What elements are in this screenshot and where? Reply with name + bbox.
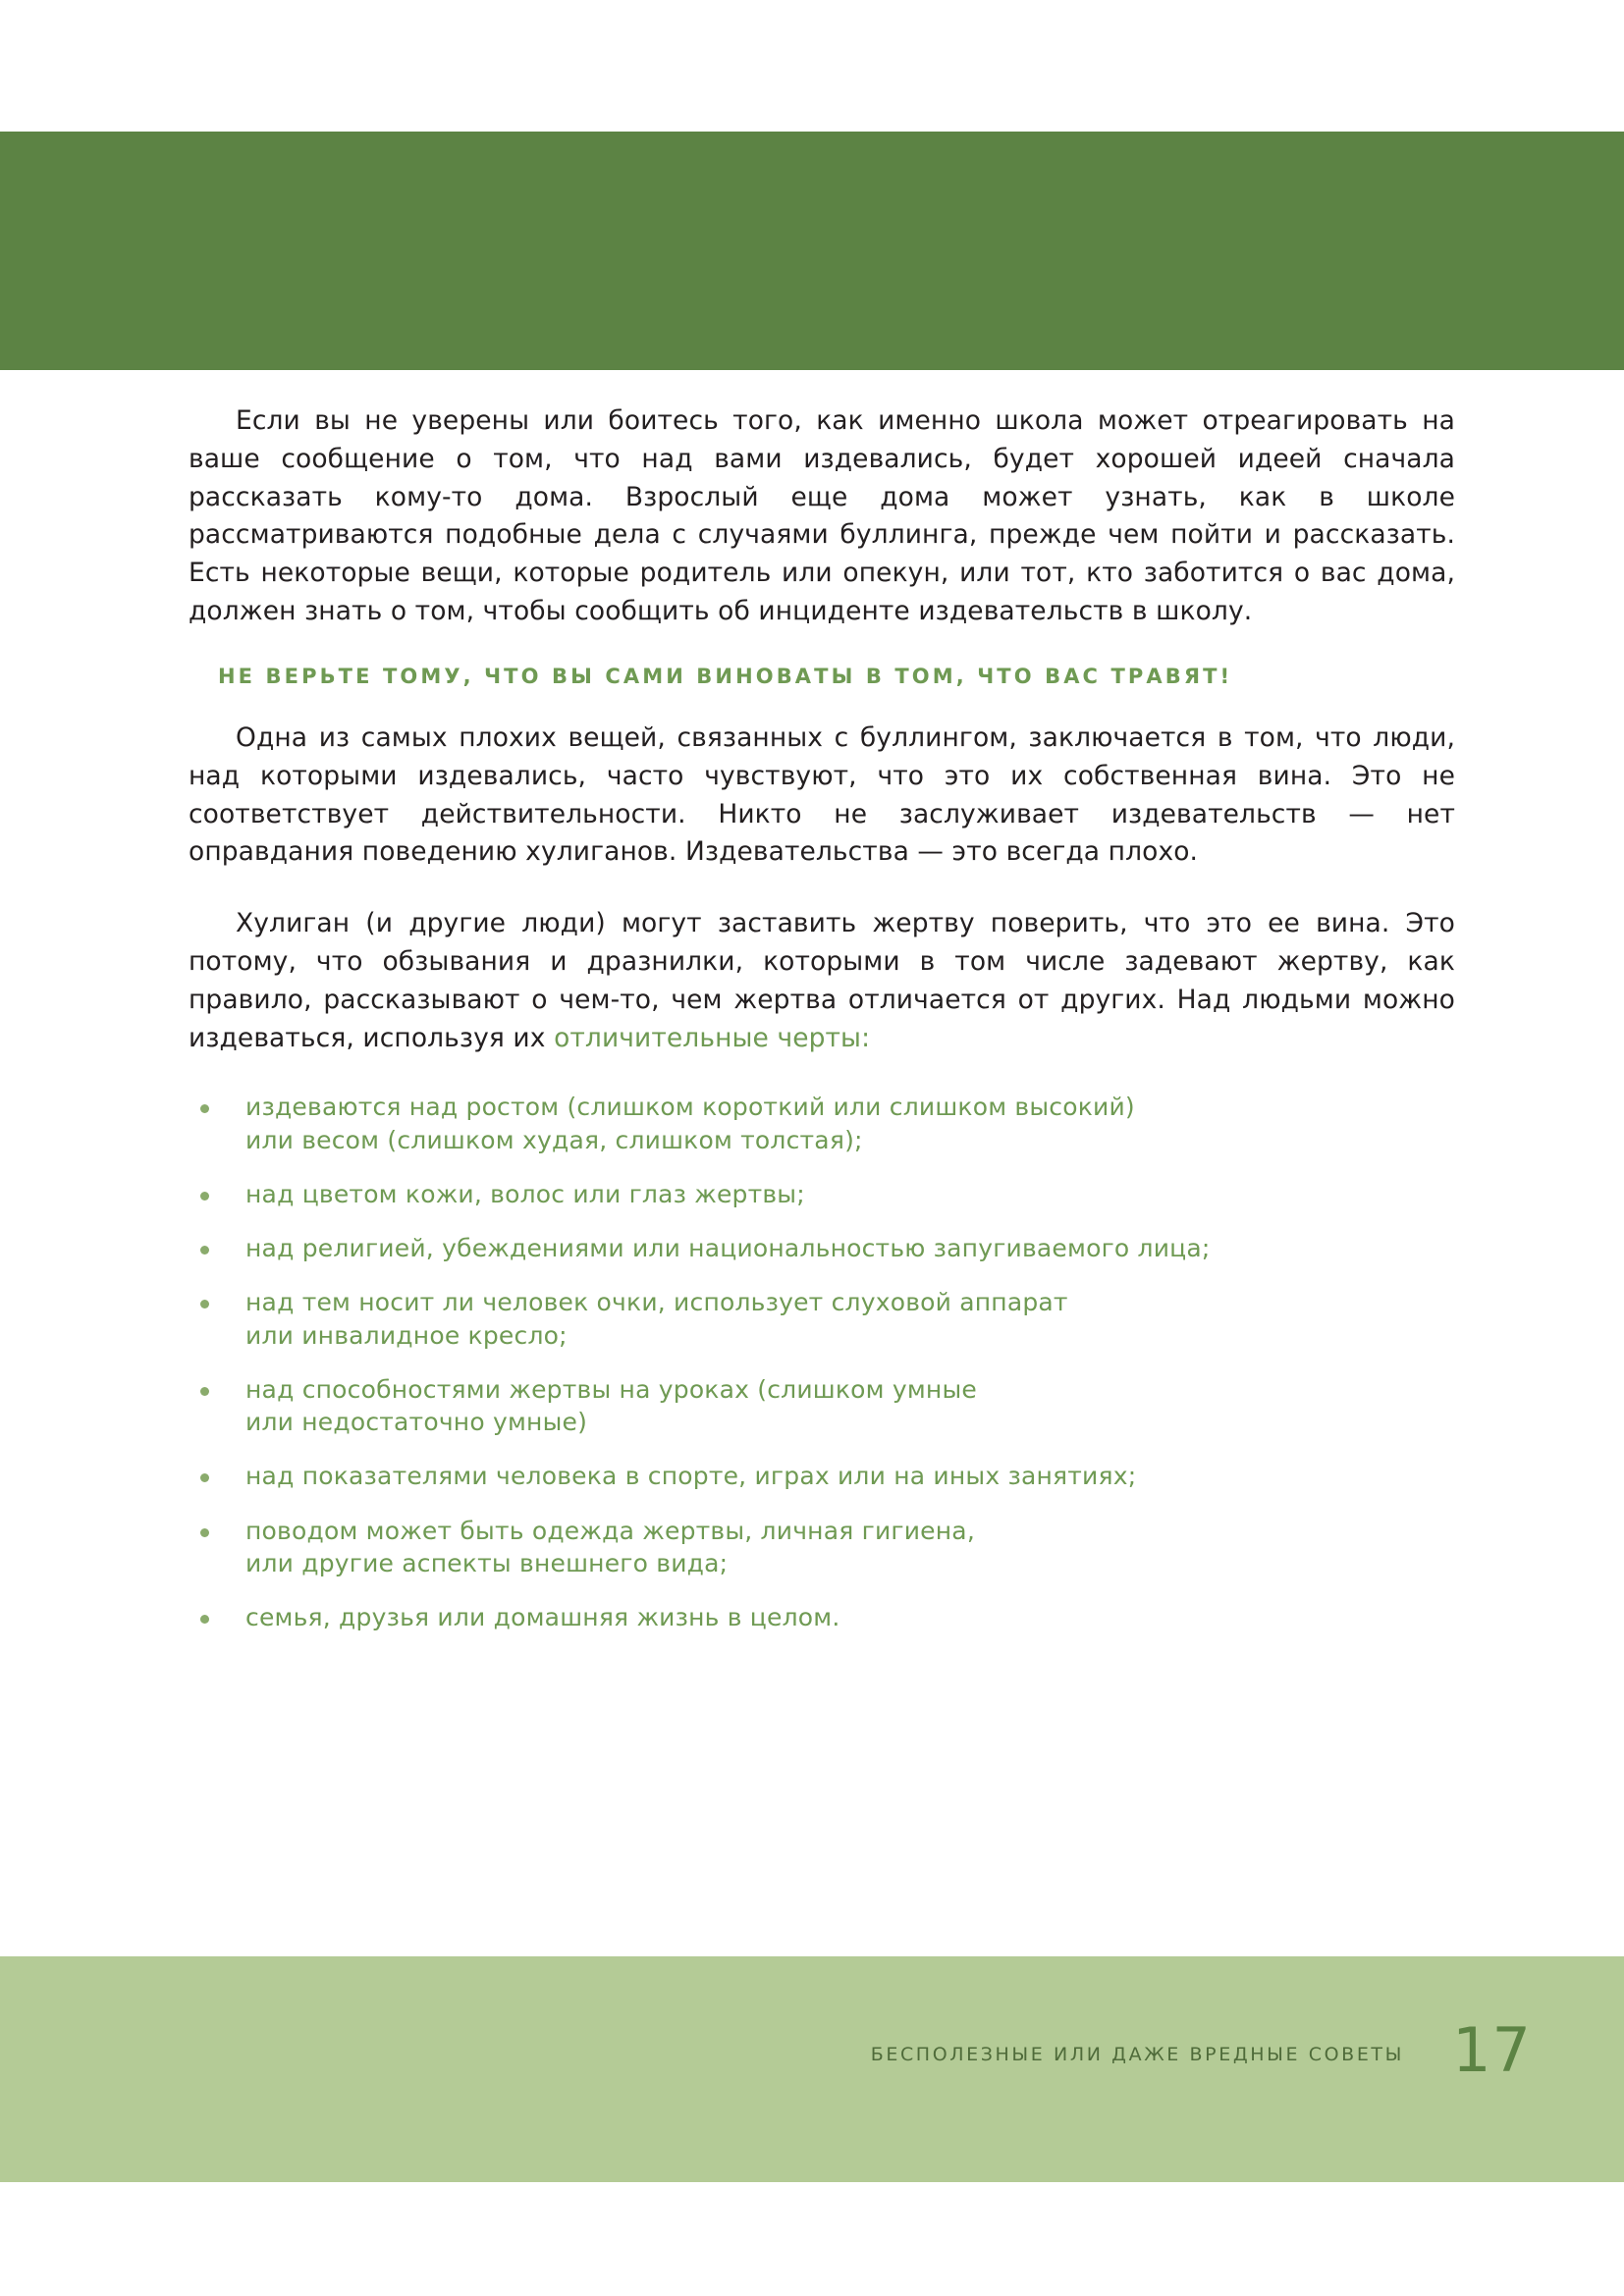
paragraph-3 xyxy=(189,905,1455,1057)
list-item-line: или недостаточно умные) xyxy=(245,1408,588,1437)
list-item xyxy=(189,1373,1455,1439)
list-item-line: семья, друзья или домашняя жизнь в целом. xyxy=(245,1603,840,1632)
list-item xyxy=(189,1515,1455,1580)
list-item xyxy=(189,1178,1455,1210)
paragraph-2: Одна из самых плохих вещей, связанных с буллингом, заключается в том, что люди, над которыми издевались, часто чувствуют, что это их собственная вина. Это не соответствует действительности. Никто не заслуживает издевательств — нет оправдания поведению хулиганов. Издевательства — это всегда плохо. xyxy=(189,721,1455,868)
footer-chapter-label: БЕСПОЛЕЗНЫЕ ИЛИ ДАЖЕ ВРЕДНЫЕ СОВЕТЫ xyxy=(870,2044,1404,2065)
list-item xyxy=(189,1286,1455,1352)
page-content xyxy=(189,402,1455,1655)
list-item-line: над цветом кожи, волос или глаз жертвы; xyxy=(245,1179,805,1208)
list-item xyxy=(189,1601,1455,1633)
list-item-line: над способностями жертвы на уроках (слишком умные xyxy=(245,1374,977,1404)
list-item-line: над тем носит ли человек очки, использует слуховой аппарат xyxy=(245,1288,1068,1317)
list-item-line: или инвалидное кресло; xyxy=(245,1320,568,1350)
paragraph-3-highlight: отличительные черты: xyxy=(554,1022,871,1053)
page-number: 17 xyxy=(1452,2014,1532,2086)
page-footer xyxy=(0,2014,1624,2110)
bullet-dot-icon xyxy=(200,1528,209,1537)
bullet-list xyxy=(189,1091,1455,1633)
paragraph-3-text: Хулиган (и другие люди) могут заставить жертву поверить, что это ее вина. Это потому, что обзывания и дразнилки, которыми в том числе задевают жертву, как правило, рассказывают о чем-то, чем жертва отличается от других. Над людьми можно издеваться, используя их xyxy=(189,908,1455,1053)
list-item-line: издеваются над ростом (слишком короткий или слишком высокий) xyxy=(245,1093,1135,1122)
bullet-dot-icon xyxy=(200,1615,209,1624)
list-item xyxy=(189,1091,1455,1156)
list-item xyxy=(189,1460,1455,1492)
bullet-dot-icon xyxy=(200,1104,209,1113)
bullet-dot-icon xyxy=(200,1246,209,1255)
list-item-line: или весом (слишком худая, слишком толстая); xyxy=(245,1125,863,1154)
bullet-dot-icon xyxy=(200,1300,209,1308)
list-item-line: над религией, убеждениями или национальностью запугиваемого лица; xyxy=(245,1234,1211,1263)
list-item xyxy=(189,1232,1455,1264)
list-item-line: или другие аспекты внешнего вида; xyxy=(245,1548,729,1577)
list-item-line: поводом может быть одежда жертвы, личная гигиена, xyxy=(245,1516,975,1545)
bullet-dot-icon xyxy=(200,1192,209,1201)
list-item-line: над показателями человека в спорте, играх или на иных занятиях; xyxy=(245,1462,1137,1491)
section-subheading: НЕ ВЕРЬТЕ ТОМУ, ЧТО ВЫ САМИ ВИНОВАТЫ В ТОМ, ЧТО ВАС ТРАВЯТ! xyxy=(218,664,1233,688)
bullet-dot-icon xyxy=(200,1473,209,1482)
bullet-dot-icon xyxy=(200,1387,209,1396)
paragraph-1: Если вы не уверены или боитесь того, как именно школа может отреагировать на ваше сообщение о том, что над вами издевались, будет хорошей идеей сначала рассказать кому-то дома. Взрослый еще дома может узнать, как в школе рассматриваются подобные дела с случаями буллинга, прежде чем пойти и рассказать. Есть некоторые вещи, которые родитель или опекун, или тот, кто заботится о вас дома, должен знать о том, чтобы сообщить об инциденте издевательств в школу. xyxy=(189,405,1455,627)
header-decorative-band xyxy=(0,132,1624,370)
